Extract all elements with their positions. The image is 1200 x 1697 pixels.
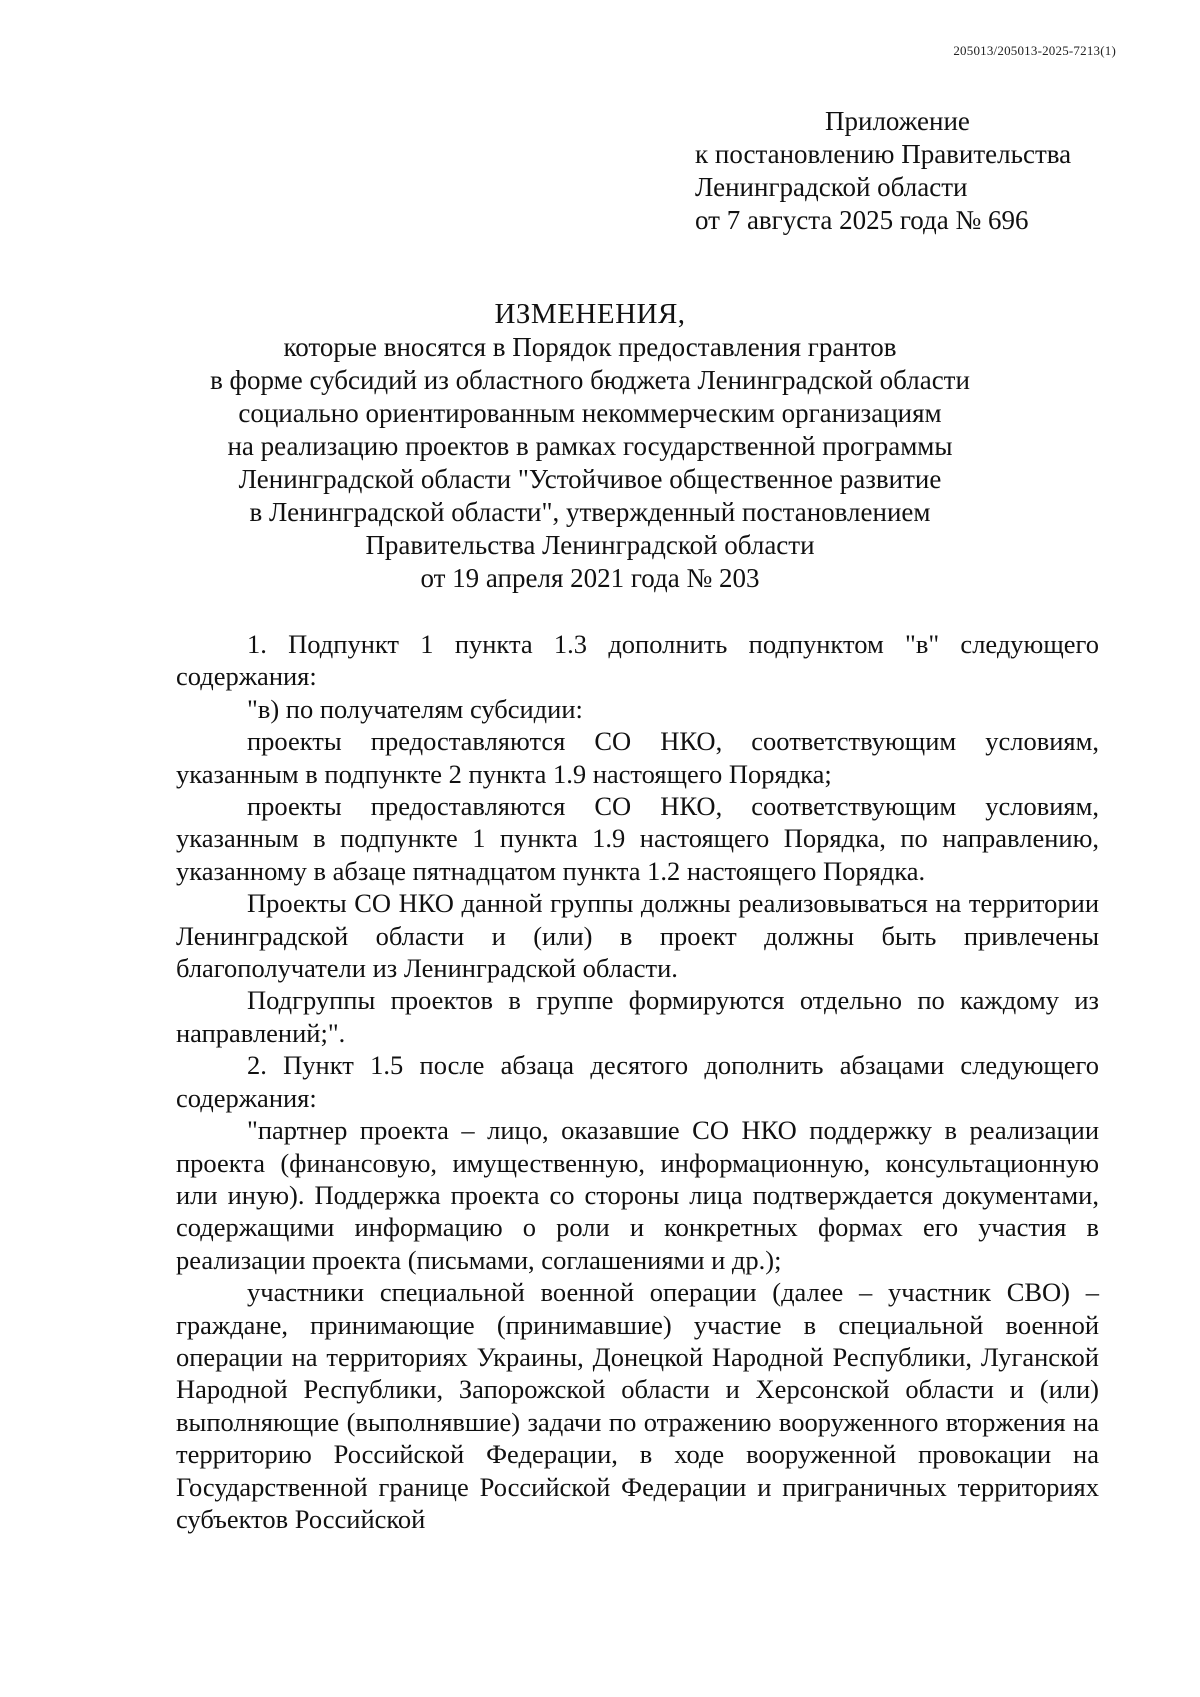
title-line: в Ленинградской области", утвержденный постановлением <box>249 497 931 527</box>
paragraph: участники специальной военной операции (далее – участник СВО) – граждане, принимающие (принимавшие) участие в специальной военной операции на территориях Украины, Донецкой Народной Республики, Луганской Народной Республики, Запорожской области и Херсонской области и (или) выполняющие (выполнявшие) задачи по отражению вооруженного вторжения на территорию Российской Федерации, в ходе вооруженной провокации на Государственной границе Российской Федерации и приграничных территориях субъектов Российской <box>176 1277 1099 1534</box>
document-id: 205013/205013-2025-7213(1) <box>953 43 1116 58</box>
title-line: Ленинградской области "Устойчивое общественное развитие <box>238 464 942 494</box>
paragraph: проекты предоставляются СО НКО, соответствующим условиям, указанным в подпункте 1 пункта 1.9 настоящего Порядка, по направлению, указанному в абзаце пятнадцатом пункта 1.2 настоящего Порядка. <box>176 791 1099 886</box>
paragraph: Проекты СО НКО данной группы должны реализовываться на территории Ленинградской области и (или) в проект должны быть привлечены благополучатели из Ленинградской области. <box>176 888 1099 984</box>
document-body <box>176 628 1099 1535</box>
appendix-line: Ленинградской области <box>695 172 968 202</box>
paragraph: проекты предоставляются СО НКО, соответствующим условиям, указанным в подпункте 2 пункта 1.9 настоящего Порядка; <box>176 726 1099 789</box>
title-heading: ИЗМЕНЕНИЯ, <box>494 298 686 330</box>
title-line: социально ориентированным некоммерческим организациям <box>238 398 942 428</box>
paragraph: Подгруппы проектов в группе формируются отдельно по каждому из направлений;". <box>176 985 1099 1048</box>
title-line: Правительства Ленинградской области <box>365 530 815 560</box>
paragraph: 2. Пункт 1.5 после абзаца десятого дополнить абзацами следующего содержания: <box>176 1050 1099 1113</box>
title-line: на реализацию проектов в рамках государственной программы <box>227 431 953 461</box>
paragraph: "партнер проекта – лицо, оказавшие СО НКО поддержку в реализации проекта (финансовую, имущественную, информационную, консультационную или иную). Поддержка проекта со стороны лица подтверждается документами, содержащими информацию о роли и конкретных формах его участия в реализации проекта (письмами, соглашениями и др.); <box>176 1115 1099 1275</box>
appendix-line: Приложение <box>825 106 970 136</box>
appendix-line: от 7 августа 2025 года № 696 <box>695 205 1029 235</box>
title-line: в форме субсидий из областного бюджета Ленинградской области <box>210 365 970 395</box>
appendix-line: к постановлению Правительства <box>695 139 1072 169</box>
paragraph: 1. Подпункт 1 пункта 1.3 дополнить подпунктом "в" следующего содержания: <box>176 629 1099 692</box>
title-line: от 19 апреля 2021 года № 203 <box>420 563 760 593</box>
paragraph: "в) по получателям субсидии: <box>247 693 583 724</box>
title-line: которые вносятся в Порядок предоставления грантов <box>283 332 897 362</box>
appendix-block <box>695 105 1071 237</box>
document-title <box>140 298 1040 595</box>
